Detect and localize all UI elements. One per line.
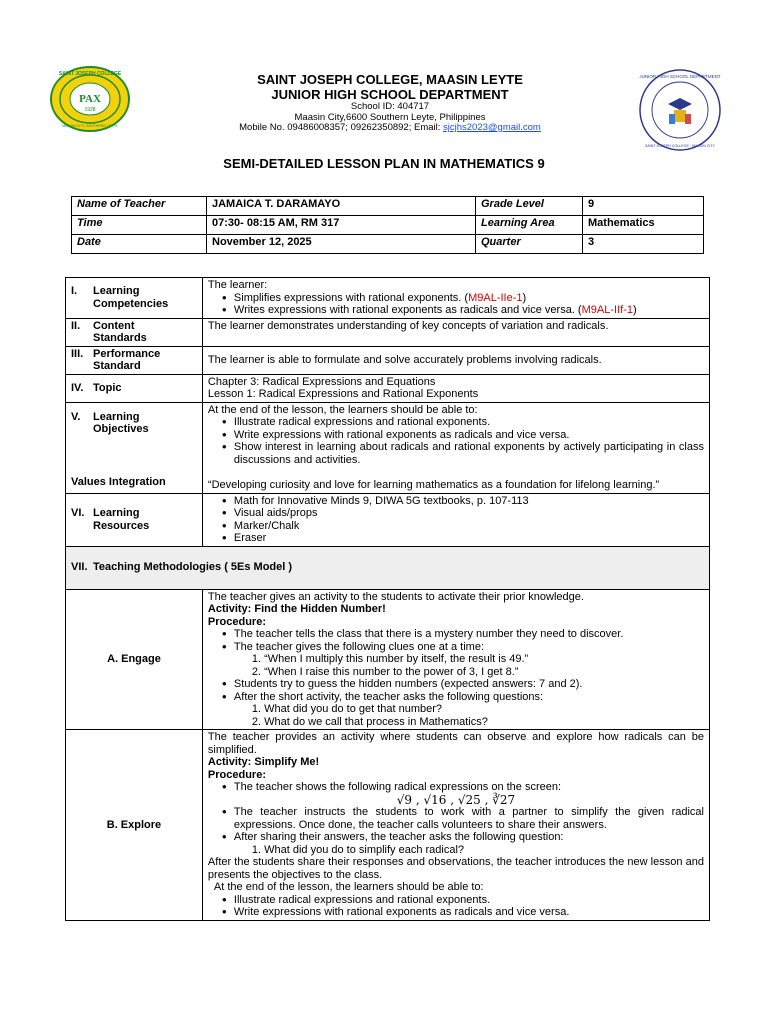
list-item: ● After sharing their answers, the teacher asks the following question: bbox=[234, 831, 704, 844]
svg-text:MAASIN CITY, SOUTHERN LEYTE: MAASIN CITY, SOUTHERN LEYTE bbox=[62, 124, 118, 128]
list-item: ● The teacher instructs the students to work with a partner to simplify the given radical expressions. Once done, the teacher calls volunteers to share their answers. bbox=[234, 806, 704, 831]
svg-text:SAINT JOSEPH COLLEGE: SAINT JOSEPH COLLEGE bbox=[58, 71, 122, 77]
quarter-value: 3 bbox=[583, 235, 704, 254]
values-integration-label: Values Integration bbox=[71, 475, 166, 488]
area-value: Mathematics bbox=[583, 216, 704, 235]
area-label: Learning Area bbox=[476, 216, 583, 235]
topic-row bbox=[66, 374, 710, 402]
seal-year-text: 1928 bbox=[84, 107, 96, 113]
svg-text:JUNIOR HIGH SCHOOL DEPARTMENT: JUNIOR HIGH SCHOOL DEPARTMENT bbox=[639, 74, 721, 79]
competencies-content: The learner: ● Simplifies expressions with rational exponents. (M9AL-IIe-1) ● Writes expressions with rational exponents as radicals and vice versa. (M9AL-IIf-1) bbox=[202, 278, 709, 319]
objectives-label: V. Learning Objectives Values Integration bbox=[66, 402, 203, 493]
contact-numbers: Mobile No. 09486008357; 09262350892; Email: bbox=[239, 122, 444, 133]
list-item: ● Visual aids/props bbox=[234, 507, 704, 520]
performance-standard-row bbox=[66, 346, 710, 374]
time-label: Time bbox=[72, 216, 207, 235]
department-logo bbox=[638, 68, 722, 152]
list-item: ● After the short activity, the teacher asks the following questions: bbox=[234, 691, 704, 704]
explore-activity-title: Activity: Simplify Me! bbox=[207, 756, 320, 768]
date-label: Date bbox=[72, 235, 207, 254]
school-seal-logo bbox=[50, 66, 130, 132]
explore-content: The teacher provides an activity where students can observe and explore how radicals can be simplified. Activity: Simplify Me! Procedure: ● The teacher shows the following radical expressions on the screen: √9 , √16 , √25 , ∛27 ● The teacher instructs the students to work with a partner to simplify the given radical expressions. Once done, the teacher calls volunteers to share their answers. ● After sharing their answers, the teacher asks the following question: 1. What did you do to simplify each radical? After the students share their responses and observations, the teacher introduces the new lesson and presents the objectives to the class. At the end of the lesson, the learners should be able to: ● Illustrate radical expressions and rational exponents. ● Write expressions with rational exponents as radicals and vice versa. bbox=[202, 730, 709, 921]
engage-row bbox=[66, 589, 710, 730]
list-item: ● Math for Innovative Minds 9, DIWA 5G textbooks, p. 107-113 bbox=[234, 495, 704, 508]
school-address: Maasin City,6600 Southern Leyte, Philippines bbox=[294, 112, 486, 123]
list-item: ● Show interest in learning about radicals and rational exponents by actively participating in class discussions and activities. bbox=[234, 441, 704, 466]
school-name: SAINT JOSEPH COLLEGE, MAASIN LEYTE bbox=[257, 72, 523, 87]
department-name: JUNIOR HIGH SCHOOL DEPARTMENT bbox=[271, 87, 509, 102]
performance-standard-text: The learner is able to formulate and solve accurately problems involving radicals. bbox=[202, 346, 709, 374]
topic-label: IV. Topic bbox=[66, 374, 203, 402]
contact-line bbox=[170, 122, 610, 133]
topic-content: Chapter 3: Radical Expressions and Equations Lesson 1: Radical Expressions and Rational Exponents bbox=[202, 374, 709, 402]
objectives-row bbox=[66, 402, 710, 493]
list-item: 1. What did you do to simplify each radical? bbox=[251, 843, 465, 856]
table-row bbox=[72, 216, 704, 235]
content-standards-text: The learner demonstrates understanding of key concepts of variation and radicals. bbox=[202, 318, 709, 346]
explore-label: B. Explore bbox=[66, 730, 203, 921]
list-item: ● Marker/Chalk bbox=[234, 520, 704, 533]
list-item: ● Students try to guess the hidden numbers (expected answers: 7 and 2). bbox=[234, 678, 704, 691]
school-id: School ID: 404717 bbox=[350, 101, 430, 112]
quarter-label: Quarter bbox=[476, 235, 583, 254]
list-item: ● The teacher tells the class that there is a mystery number they need to discover. bbox=[234, 628, 704, 641]
list-item: ● Illustrate radical expressions and rational exponents. bbox=[234, 416, 704, 429]
table-row bbox=[72, 197, 704, 216]
competencies-row bbox=[66, 278, 710, 319]
lesson-plan-table bbox=[65, 277, 710, 921]
email-link[interactable]: sjcjhs2023@gmail.com bbox=[443, 122, 541, 133]
list-item: ● Eraser bbox=[234, 532, 704, 545]
list-item: ● Simplifies expressions with rational exponents. (M9AL-IIe-1) bbox=[234, 292, 704, 305]
engage-content: The teacher gives an activity to the students to activate their prior knowledge. Activity: Find the Hidden Number! Procedure: ● The teacher tells the class that there is a mystery number they need to discover. ● The teacher gives the following clues one at a time: 1. “When I multiply this number by itself, the result is 49.” 2. “When I raise this number to the power of 3, I get 8.” ● Students try to guess the hidden numbers (expected answers: 7 and 2). ● After the short activity, the teacher asks the following questions: 1. What did you do to get that number? 2. What do we call that process in Mathematics? bbox=[202, 589, 709, 730]
svg-text:SAINT JOSEPH COLLEGE · MAASIN: SAINT JOSEPH COLLEGE · MAASIN CITY bbox=[644, 144, 716, 148]
seal-center-text: PAX bbox=[79, 93, 101, 105]
resources-row bbox=[66, 493, 710, 546]
methodologies-row bbox=[66, 546, 710, 589]
grade-label: Grade Level bbox=[476, 197, 583, 216]
performance-standard-label: III. Performance Standard bbox=[66, 346, 203, 374]
list-item: 1. “When I multiply this number by itself, the result is 49.” bbox=[251, 653, 529, 665]
engage-activity-title: Activity: Find the Hidden Number! bbox=[207, 603, 386, 615]
list-item: 2. What do we call that process in Mathematics? bbox=[251, 715, 488, 728]
list-item: ● Write expressions with rational exponents as radicals and vice versa. bbox=[234, 906, 704, 919]
plan-title: SEMI-DETAILED LESSON PLAN IN MATHEMATICS 9 bbox=[223, 156, 545, 171]
list-item: 2. “When I raise this number to the power of 3, I get 8.” bbox=[251, 665, 519, 678]
competency-code: M9AL-IIf-1 bbox=[581, 304, 633, 316]
content-standards-row bbox=[66, 318, 710, 346]
list-item: 1. What did you do to get that number? bbox=[251, 703, 443, 715]
grade-value: 9 bbox=[583, 197, 704, 216]
teacher-value: JAMAICA T. DARAMAYO bbox=[207, 197, 476, 216]
competencies-label: I. Learning Competencies bbox=[66, 278, 203, 319]
content-standards-label: II. Content Standards bbox=[66, 318, 203, 346]
list-item: ● Write expressions with rational exponents as radicals and vice versa. bbox=[234, 429, 704, 442]
competency-code: M9AL-IIe-1 bbox=[468, 291, 523, 304]
resources-label: VI. Learning Resources bbox=[66, 493, 203, 546]
list-item: ● Writes expressions with rational exponents as radicals and vice versa. (M9AL-IIf-1) bbox=[234, 304, 704, 317]
table-row bbox=[72, 235, 704, 254]
time-value: 07:30- 08:15 AM, RM 317 bbox=[207, 216, 476, 235]
list-item: ● Illustrate radical expressions and rational exponents. bbox=[234, 894, 704, 907]
list-item: ● The teacher gives the following clues one at a time: bbox=[234, 641, 704, 654]
engage-label: A. Engage bbox=[66, 589, 203, 730]
explore-row bbox=[66, 730, 710, 921]
teacher-info-table bbox=[71, 196, 704, 254]
teacher-label: Name of Teacher bbox=[72, 197, 207, 216]
values-integration-text: “Developing curiosity and love for learning mathematics as a foundation for lifelong learning.” bbox=[207, 479, 660, 491]
list-item: ● The teacher shows the following radical expressions on the screen: bbox=[234, 781, 704, 794]
date-value: November 12, 2025 bbox=[207, 235, 476, 254]
methodologies-heading: VII. Teaching Methodologies ( 5Es Model ) bbox=[66, 546, 710, 589]
resources-content bbox=[202, 493, 709, 546]
objectives-content: At the end of the lesson, the learners should be able to: ● Illustrate radical expressions and rational exponents. ● Write expressions with rational exponents as radicals and vice versa. ● Show interest in learning about radicals and rational exponents by actively participating in class discussions and activities. “Developing curiosity and love for learning mathematics as a foundation for lifelong learning.” bbox=[202, 402, 709, 493]
radical-expressions: √9 , √16 , √25 , ∛27 bbox=[396, 792, 516, 807]
